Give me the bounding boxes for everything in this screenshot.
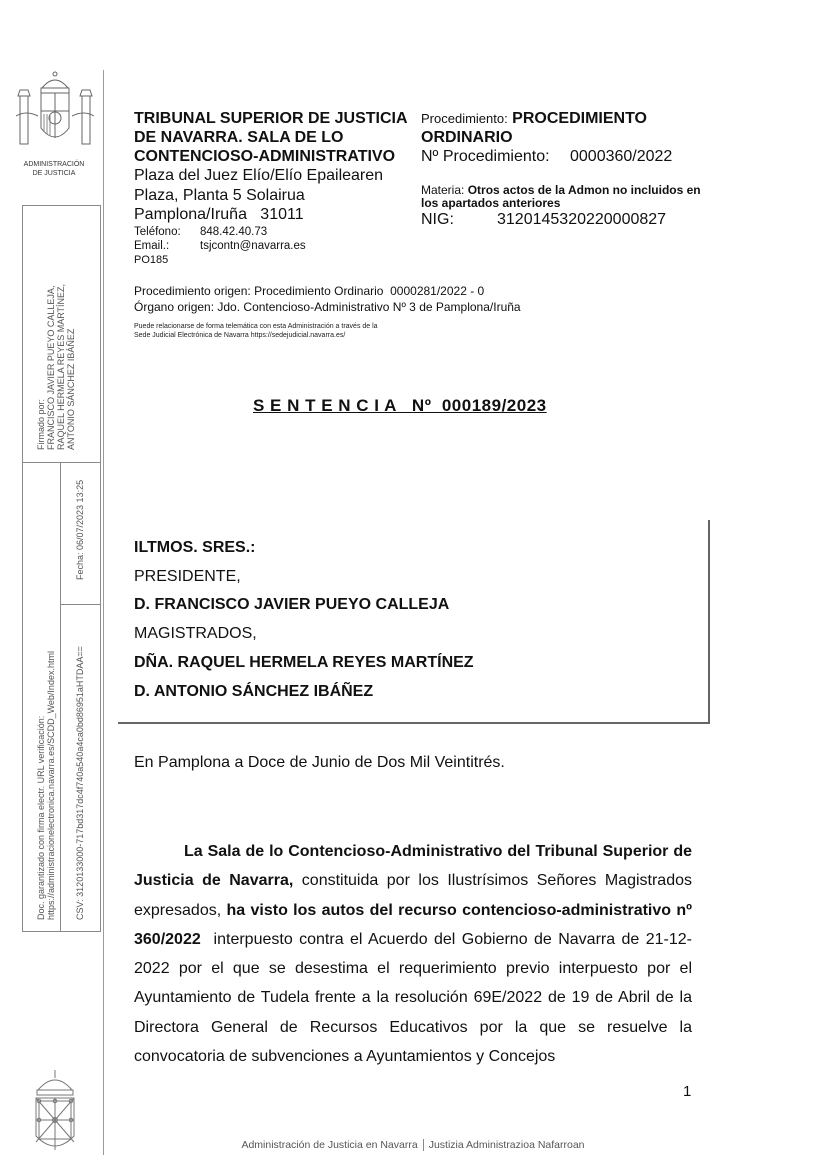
signer-name: FRANCISCO JAVIER PUEYO CALLEJA, [46,285,56,450]
judge-name: D. FRANCISCO JAVIER PUEYO CALLEJA [134,596,450,614]
admin-label-line1: ADMINISTRACIÓN [23,161,85,168]
document-title: S E N T E N C I A Nº 000189/2023 [253,396,547,415]
email-label: Email.: [134,239,170,252]
csv-code: CSV: 3120133000-717bd317dc4f740a540a4ca0bd86951aHTDAA== [75,646,85,920]
nig-row [421,210,711,229]
body-bold: ha visto los autos del recurso contencioso-administrativo nº 360/2022 [134,901,692,948]
procedure-number-value: 0000360/2022 [570,148,673,165]
nig-label: NIG: [421,211,454,228]
procedure-label: Procedimiento: [421,111,508,126]
judge-role: PRESIDENTE, [134,567,241,585]
nig-value: 3120145320220000827 [497,211,667,228]
procedure-row [421,109,711,147]
signer-name: ANTONIO SÁNCHEZ IBÁÑEZ [66,328,76,450]
address-line: Plaza, Planta 5 Solairua [134,186,305,204]
footer [0,1139,826,1151]
court-name: TRIBUNAL SUPERIOR DE JUSTICIA DE NAVARRA. SALA DE LO CONTENCIOSO-ADMINISTRATIVO [134,110,407,165]
phone-value: 848.42.40.73 [200,225,268,238]
date-line: En Pamplona a Doce de Junio de Dos Mil Veintitrés. [134,754,505,771]
body-bold: La Sala de lo Contencioso-Administrativo del Tribunal Superior de Justicia de Navarra, [134,843,692,890]
subject-row [421,184,711,210]
email-row [134,239,414,253]
verification-text: Doc. garantizado con firma electr. URL verificación: [36,715,46,920]
spain-coat-of-arms-icon [12,66,98,156]
margin-divider [103,70,104,1155]
email-value[interactable]: tsjcontn@navarra.es [200,239,306,252]
address-line: Pamplona/Iruña 31011 [134,206,304,223]
judges-list [134,534,474,706]
judge-name: DÑA. RAQUEL HERMELA REYES MARTÍNEZ [134,653,474,671]
subject-value: Otros actos de la Admon no incluidos en los apartados anteriores [421,183,701,210]
body-text: constituida por los Ilustrísimos Señores Magistrados expresados, [134,872,692,919]
admin-label-line2: DE JUSTICIA [32,170,76,177]
origin-court: Órgano origen: Jdo. Contencioso-Administrativo Nº 3 de Pamplona/Iruña [134,300,521,314]
judge-role: MAGISTRADOS, [134,625,257,643]
administration-label [10,160,98,178]
footer-left: Administración de Justicia en Navarra [241,1139,418,1151]
electronic-office-notice [134,322,378,340]
verification-block [36,651,56,920]
phone-label: Teléfono: [134,225,181,238]
origin-procedure: Procedimiento origen: Procedimiento Ordinario 0000281/2022 - 0 [134,284,485,298]
body-paragraph [134,837,697,1071]
page-number: 1 [683,1083,692,1100]
phone-row [134,225,414,239]
court-header [134,109,414,267]
signature-box-divider-2 [60,604,101,605]
sede-link[interactable]: Sede Judicial Electrónica de Navarra https://sedejudicial.navarra.es/ [134,332,346,339]
signature-date: Fecha: 06/07/2023 13:25 [75,479,85,580]
procedure-header [421,109,711,229]
judges-heading: ILTMOS. SRES.: [134,539,256,556]
signed-by-block [36,284,76,450]
signature-box-column-divider [60,462,61,932]
procedure-value: PROCEDIMIENTO ORDINARIO [421,110,647,146]
office-code: PO185 [134,253,169,266]
body-text: interpuesto contra el Acuerdo del Gobierno de Navarra de 21-12-2022 por el que se desestima el requerimiento previo interpuesto por el Ayuntamiento de Tudela frente a la resolución 69E/2022 de 19 de Abril de la Directora General de Recursos Educativos por la que se resuelve la convocatoria de subvenciones a Ayuntamientos y Concejos [134,930,697,1066]
procedure-number-row [421,147,711,167]
origin-info [134,283,521,315]
signer-name: RAQUEL HERMELA REYES MARTÍNEZ, [56,283,66,450]
signed-by-label: Firmado por: [36,398,46,450]
procedure-number-label: Nº Procedimiento: [421,148,550,165]
address-line: Plaza del Juez Elío/Elío Epailearen [134,167,384,184]
verification-url[interactable]: https://administracionelectronica.navarra.es/SCDD_Web/Index.html [46,651,56,920]
footer-separator [423,1139,424,1151]
signature-box-divider [22,462,101,463]
subject-label: Materia: [421,183,465,197]
judge-name: D. ANTONIO SÁNCHEZ IBÁÑEZ [134,682,374,700]
footer-right: Justizia Administrazioa Nafarroan [428,1139,585,1151]
sede-text: Puede relacionarse de forma telemática con esta Administración a través de la [134,323,378,330]
